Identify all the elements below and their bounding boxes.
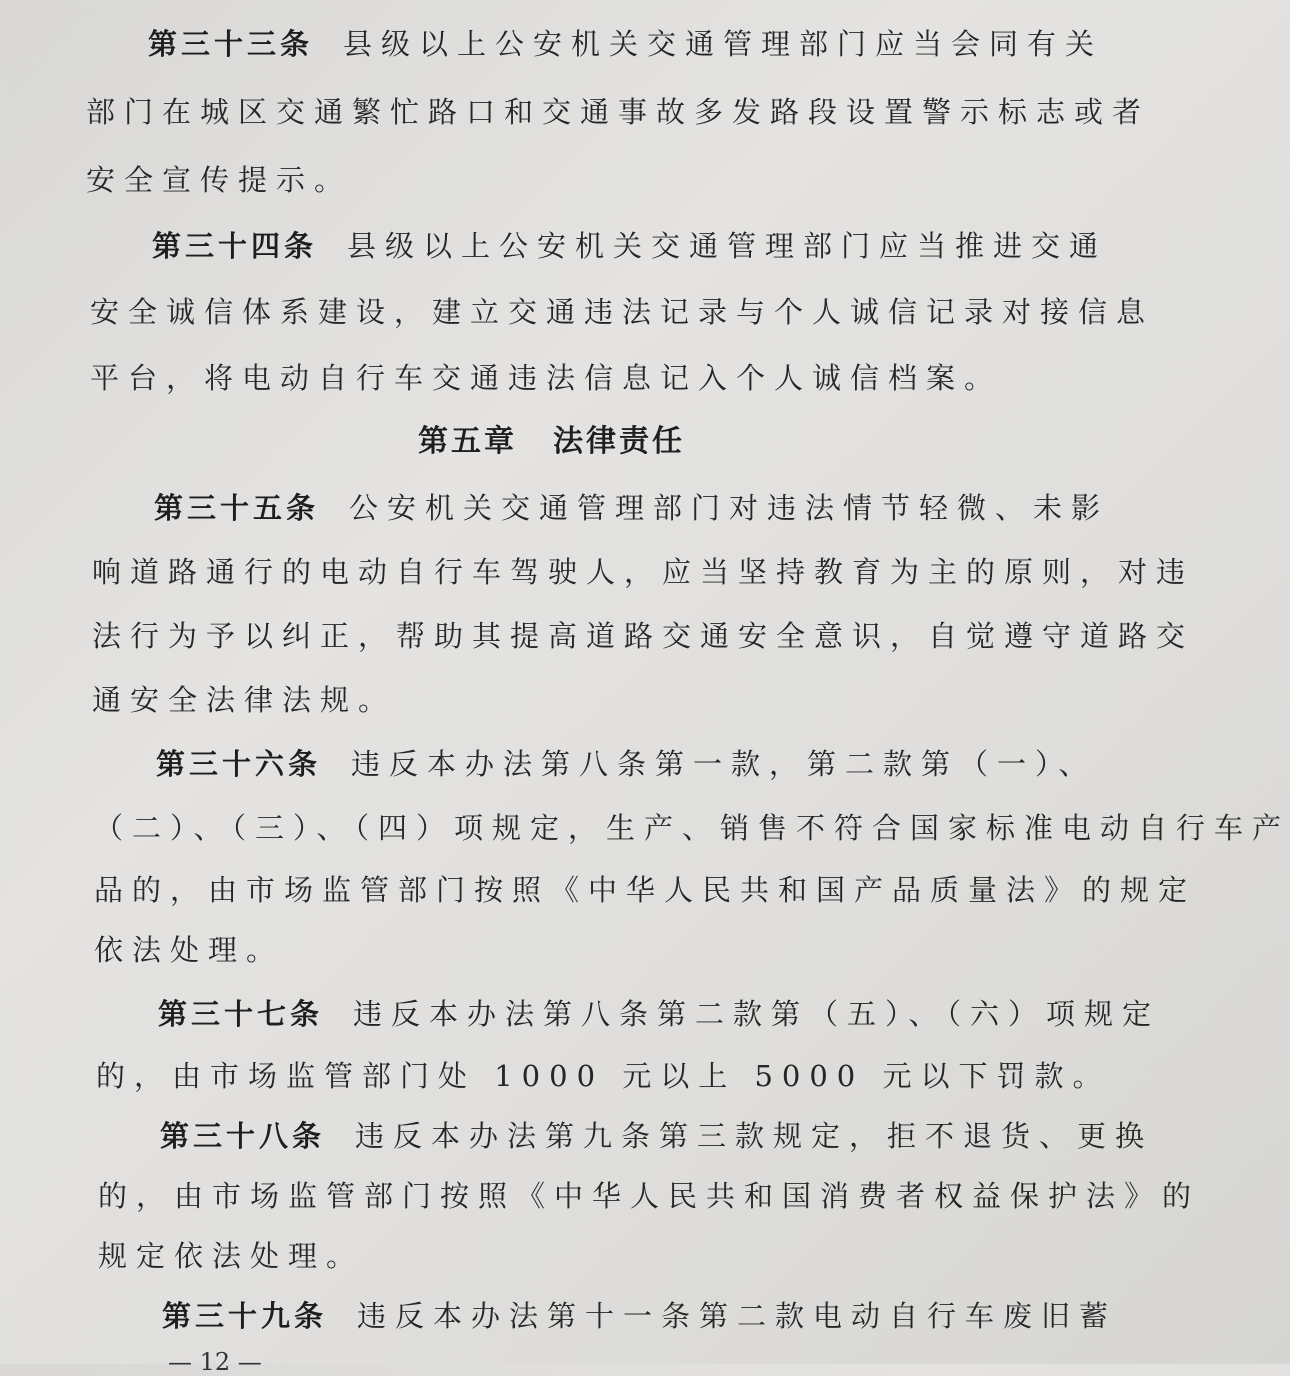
chapter-title: 法律责任 (553, 424, 685, 459)
article-35-line-3: 法行为予以纠正，帮助其提高道路交通安全意识，自觉遵守道路交 (92, 619, 1195, 653)
article-39-heading: 第三十九条 (162, 1299, 328, 1333)
article-38-line-2: 的，由市场监管部门按照《中华人民共和国消费者权益保护法》的 (98, 1179, 1201, 1213)
article-33-heading: 第三十三条 (148, 27, 314, 61)
article-38-text-1: 违反本办法第九条第三款规定，拒不退货、更换 (355, 1119, 1154, 1153)
article-35-line-2: 响道路通行的电动自行车驾驶人，应当坚持教育为主的原则，对违 (92, 555, 1195, 589)
article-37-heading: 第三十七条 (158, 997, 324, 1031)
article-37-line-1 (158, 994, 1160, 1034)
article-37-text-1: 违反本办法第八条第二款第（五）、（六）项规定 (353, 997, 1161, 1031)
article-38-line-1 (160, 1116, 1153, 1156)
article-39-line-1 (162, 1296, 1117, 1336)
chapter-heading (418, 422, 685, 462)
article-35-line-4: 通安全法律法规。 (92, 683, 397, 717)
article-36-line-4: 依法处理。 (94, 933, 285, 967)
article-34-text-1: 县级以上公安机关交通管理部门应当推进交通 (347, 229, 1108, 263)
article-35-heading: 第三十五条 (154, 491, 320, 525)
article-34-line-1 (152, 226, 1107, 266)
article-35-text-1: 公安机关交通管理部门对违法情节轻微、未影 (349, 491, 1110, 525)
article-33-line-1 (148, 24, 1103, 64)
article-36-heading: 第三十六条 (156, 747, 322, 781)
article-37-line-2: 的，由市场监管部门处 1000 元以上 5000 元以下罚款。 (96, 1059, 1111, 1093)
article-36-line-1 (156, 744, 1097, 784)
article-34-line-2: 安全诚信体系建设，建立交通违法记录与个人诚信记录对接信息 (90, 295, 1155, 329)
article-33-line-2: 部门在城区交通繁忙路口和交通事故多发路段设置警示标志或者 (86, 95, 1151, 129)
article-35-line-1 (154, 488, 1109, 528)
article-34-line-3: 平台，将电动自行车交通违法信息记入个人诚信档案。 (90, 361, 1003, 395)
page-number: — 12 — (168, 1348, 262, 1376)
article-34-heading: 第三十四条 (152, 229, 318, 263)
article-38-heading: 第三十八条 (160, 1119, 326, 1153)
article-33-text-1: 县级以上公安机关交通管理部门应当会同有关 (343, 27, 1104, 61)
article-36-line-2: （二）、（三）、（四）项规定，生产、销售不符合国家标准电动自行车产 (94, 811, 1290, 845)
article-38-line-3: 规定依法处理。 (98, 1239, 365, 1273)
article-39-text-1: 违反本办法第十一条第二款电动自行车废旧蓄 (357, 1299, 1118, 1333)
chapter-number: 第五章 (418, 424, 517, 459)
article-36-text-1: 违反本办法第八条第一款，第二款第（一）、 (351, 747, 1097, 781)
article-33-line-3: 安全宣传提示。 (86, 163, 353, 197)
article-36-line-3: 品的，由市场监管部门按照《中华人民共和国产品质量法》的规定 (94, 873, 1197, 907)
